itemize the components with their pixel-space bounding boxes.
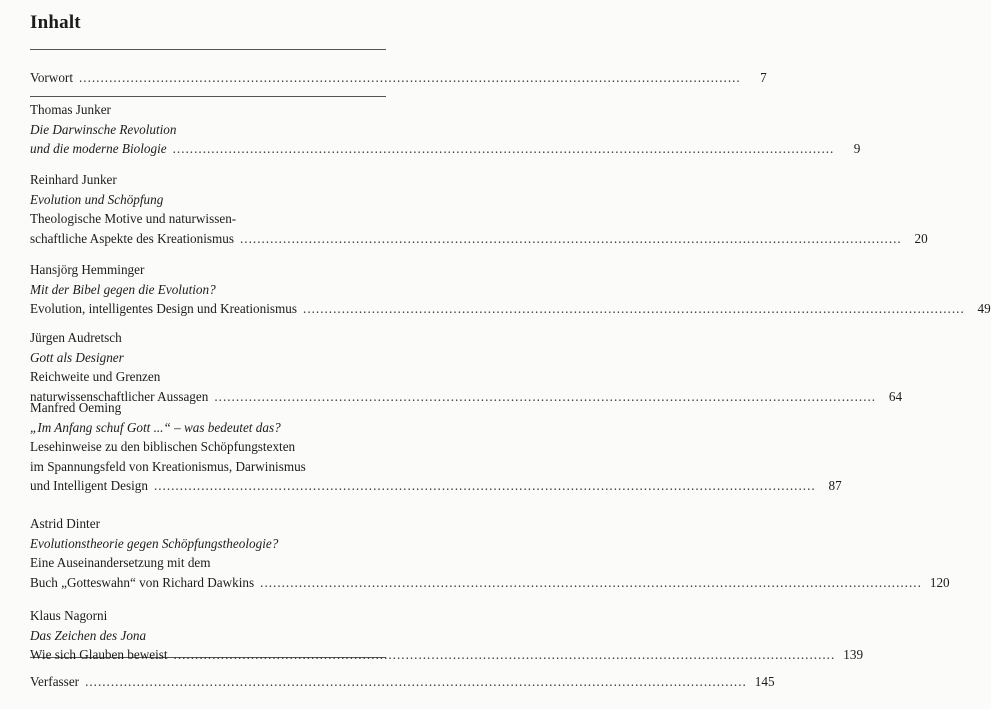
section-label: Vorwort: [30, 70, 73, 85]
page-number: 7: [760, 70, 767, 85]
entry-subtitle: Lesehinweise zu den biblischen Schöpfungstexten: [30, 439, 296, 455]
entry-final-line: [30, 476, 842, 496]
page-title: Inhalt: [30, 12, 81, 33]
entry-title: Gott als Designer: [30, 349, 124, 365]
entry-text: Wie sich Glauben beweist: [30, 647, 168, 663]
toc-entry[interactable]: [30, 260, 991, 319]
divider: [30, 49, 386, 50]
entry-author: Jürgen Audretsch: [30, 330, 122, 345]
dot-leader: ..........................................................................................................................................................: [173, 647, 836, 663]
entry-text: naturwissenschaftlicher Aussagen: [30, 388, 209, 404]
divider: [30, 96, 386, 97]
page-number: 87: [828, 478, 842, 494]
page-number: 49: [977, 301, 991, 317]
page-number: 139: [843, 647, 864, 663]
entry-final-line: [30, 139, 861, 159]
page-number: 120: [929, 574, 950, 590]
toc-entry[interactable]: [30, 100, 861, 159]
dot-leader: ..........................................................................................................................................................: [240, 230, 902, 246]
entry-text: und Intelligent Design: [30, 478, 148, 494]
entry-subtitle: Reichweite und Grenzen: [30, 369, 161, 385]
page-number: 9: [853, 141, 861, 157]
entry-author: Thomas Junker: [30, 102, 111, 117]
toc-entry[interactable]: [30, 170, 928, 248]
toc-entry[interactable]: [30, 606, 864, 665]
entry-author: Klaus Nagorni: [30, 608, 108, 623]
entry-text: Evolution, intelligentes Design und Kreationismus: [30, 301, 298, 317]
section-label: Verfasser: [30, 674, 80, 689]
entry-subtitle: Eine Auseinandersetzung mit dem: [30, 555, 211, 571]
dot-leader: ..........................................................................................................................................................: [153, 478, 816, 494]
dot-leader: ..........................................................................................................................................................: [172, 141, 835, 157]
entry-title: Die Darwinsche Revolution: [30, 121, 177, 137]
toc-entry[interactable]: [30, 68, 767, 88]
dot-leader: ..........................................................................................................................................................: [260, 574, 922, 590]
toc-entry[interactable]: [30, 398, 842, 496]
page-number: 20: [914, 230, 928, 246]
entry-final-line: [30, 573, 950, 593]
dot-leader: ..........................................................................................................................................................: [78, 70, 741, 85]
entry-title: „Im Anfang schuf Gott ...“ – was bedeutet das?: [30, 419, 281, 435]
entry-title: Das Zeichen des Jona: [30, 627, 147, 643]
entry-title: Mit der Bibel gegen die Evolution?: [30, 281, 216, 297]
toc-entry[interactable]: [30, 328, 903, 406]
entry-text: schaftliche Aspekte des Kreationismus: [30, 230, 234, 246]
entry-subtitle: Theologische Motive und naturwissen-: [30, 211, 237, 227]
entry-author: Astrid Dinter: [30, 516, 100, 531]
entry-author: Manfred Oeming: [30, 400, 122, 415]
page-number: 145: [754, 674, 775, 689]
dot-leader: ..........................................................................................................................................................: [85, 674, 747, 689]
entry-subtitle: im Spannungsfeld von Kreationismus, Darwinismus: [30, 458, 306, 474]
entry-title: Evolution und Schöpfung: [30, 191, 164, 207]
entry-final-line: [30, 229, 928, 249]
dot-leader: ..........................................................................................................................................................: [303, 301, 965, 317]
entry-author: Hansjörg Hemminger: [30, 262, 145, 277]
entry-text: und die moderne Biologie: [30, 141, 167, 157]
page-number: 64: [888, 388, 903, 404]
entry-final-line: [30, 299, 991, 319]
dot-leader: ..........................................................................................................................................................: [214, 388, 877, 404]
entry-final-line: [30, 68, 767, 88]
toc-entry[interactable]: [30, 514, 950, 592]
entry-author: Reinhard Junker: [30, 172, 117, 187]
entry-text: Buch „Gotteswahn“ von Richard Dawkins: [30, 574, 255, 590]
toc-entry[interactable]: [30, 672, 775, 692]
entry-title: Evolutionstheorie gegen Schöpfungstheologie?: [30, 535, 279, 551]
entry-final-line: [30, 672, 775, 692]
entry-final-line: [30, 645, 864, 665]
